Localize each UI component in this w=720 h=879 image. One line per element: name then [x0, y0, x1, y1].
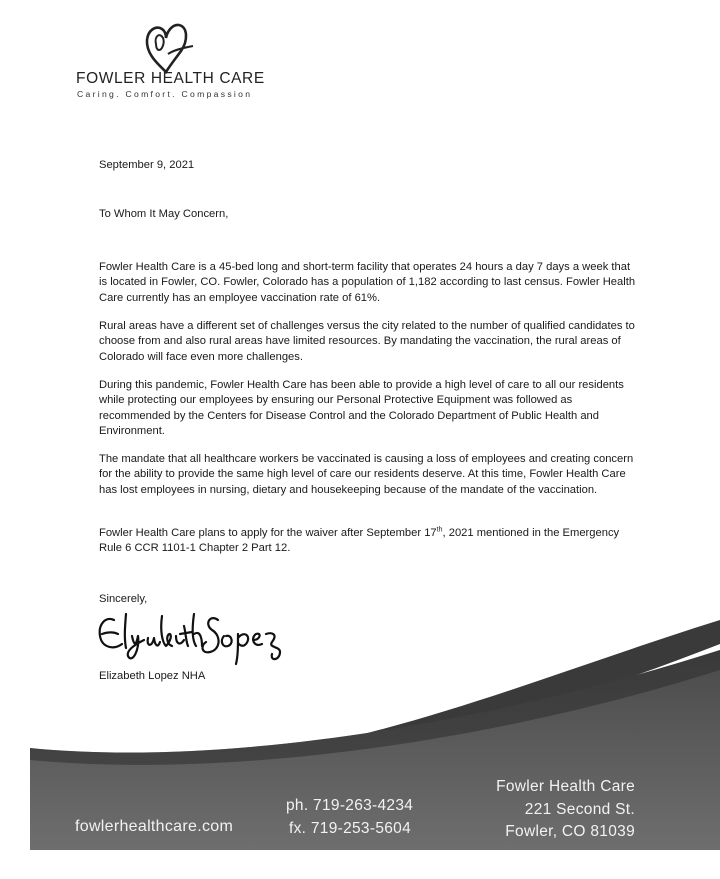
- ordinal-suffix: th: [436, 526, 443, 534]
- letter-closing: Sincerely,: [99, 593, 148, 605]
- paragraph: The mandate that all healthcare workers be vaccinated is causing a loss of employees and creating concern for the ability to provide the same high level of care our residents deserve. At this time, Fowler Health Care has lost employees in nursing, dietary and housekeeping because of the mandate of the vaccination.: [99, 453, 634, 496]
- paragraph: [99, 526, 639, 557]
- letter-salutation: To Whom It May Concern,: [99, 208, 229, 220]
- company-tagline: Caring. Comfort. Compassion: [77, 89, 253, 99]
- company-name: FOWLER HEALTH CARE: [76, 70, 265, 87]
- heart-logo-icon: [138, 14, 194, 76]
- phone-number: ph. 719-263-4234: [286, 797, 414, 814]
- website-link[interactable]: fowlerhealthcare.com: [75, 818, 234, 835]
- signer-name: Elizabeth Lopez NHA: [99, 670, 206, 682]
- address-city: Fowler, CO 81039: [505, 823, 635, 840]
- address-name: Fowler Health Care: [496, 778, 635, 795]
- paragraph: During this pandemic, Fowler Health Care has been able to provide a high level of care to all our residents while protecting our employees by ensuring our Personal Protective Equipment was followed as recommended by the Centers for Disease Control and the Colorado Department of Public Health and Environment.: [99, 379, 624, 438]
- letter-date: September 9, 2021: [99, 159, 195, 171]
- paragraph-text-start: Fowler Health Care plans to apply for the waiver after September 17: [99, 527, 437, 539]
- paragraph: Fowler Health Care is a 45-bed long and short-term facility that operates 24 hours a day 7 days a week that is located in Fowler, CO. Fowler, Colorado has a population of 1,182 according to last census. Fowler Health Care currently has an employee vaccination rate of 61%.: [99, 261, 636, 304]
- fax-number: fx. 719-253-5604: [289, 820, 411, 837]
- paragraph-text-end: , 2021 mentioned in the Emergency Rule 6 CCR 1101-1 Chapter 2 Part 12.: [99, 527, 620, 555]
- address-street: 221 Second St.: [524, 801, 635, 818]
- paragraph: Rural areas have a different set of challenges versus the city related to the number of qualified candidates to choose from and also rural areas have limited resources. By mandating the vaccination, the rural areas of Colorado will face even more challenges.: [99, 320, 635, 363]
